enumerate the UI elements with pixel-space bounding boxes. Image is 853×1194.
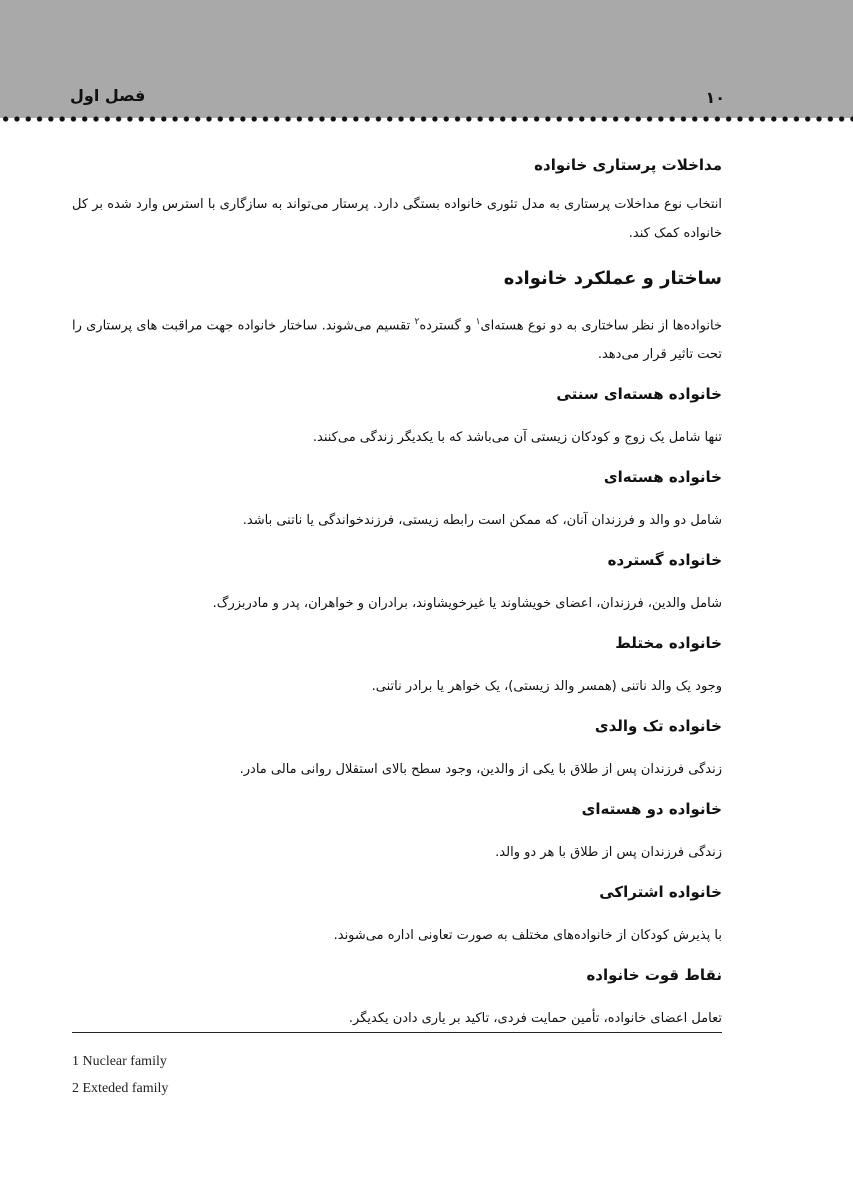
- footnote-2: 2 Exteded family: [72, 1081, 169, 1096]
- paragraph-family-strengths: تعامل اعضای خانواده، تأمین حمایت فردی، تاکید بر یاری دادن یکدیگر.: [348, 1011, 722, 1027]
- heading-family-nursing-interventions: مداخلات پرستاری خانواده: [534, 156, 722, 174]
- page-number: ۱۰: [705, 88, 725, 107]
- heading-binuclear: خانواده دو هسته‌ای: [581, 800, 722, 819]
- heading-communal: خانواده اشتراکی: [599, 883, 722, 902]
- footnote-divider: [72, 1032, 722, 1033]
- heading-family-strengths: نقاط قوت خانواده: [586, 966, 722, 985]
- paragraph-traditional-nuclear: تنها شامل یک زوج و کودکان زیستی آن می‌باشد که با یکدیگر زندگی می‌کنند.: [312, 430, 722, 446]
- paragraph-structure-part3: تقسیم می‌شوند. ساختار خانواده جهت مراقبت های پرستاری را تحت تاثیر قرار می‌دهد.: [72, 318, 722, 363]
- paragraph-structure-part1: خانواده‌ها از نظر ساختاری به دو نوع هسته‌ای: [480, 318, 722, 334]
- heading-extended: خانواده گسترده: [607, 551, 722, 570]
- main-content: [72, 150, 722, 1033]
- heading-family-structure-function: ساختار و عملکرد خانواده: [503, 268, 722, 289]
- paragraph-nuclear: شامل دو والد و فرزندان آنان، که ممکن است رابطه زیستی، فرزندخواندگی یا ناتنی باشد.: [242, 513, 722, 529]
- paragraph-structure-part2: و گسترده: [419, 318, 476, 334]
- paragraph-blended: وجود یک والد ناتنی (همسر والد زیستی)، یک خواهر یا برادر ناتنی.: [371, 679, 722, 695]
- footnote-1: 1 Nuclear family: [72, 1054, 167, 1069]
- paragraph-extended: شامل والدین، فرزندان، اعضای خویشاوند یا غیرخویشاوند، برادران و خواهران، پدر و مادربزرگ.: [212, 596, 722, 612]
- paragraph-single-parent: زندگی فرزندان پس از طلاق با یکی از والدین، وجود سطح بالای استقلال روانی مالی مادر.: [239, 762, 722, 778]
- footnote-ref-1: ۱: [475, 317, 481, 327]
- heading-traditional-nuclear: خانواده هسته‌ای سنتی: [556, 385, 722, 404]
- heading-blended: خانواده مختلط: [615, 634, 722, 653]
- footnote-ref-2: ۲: [414, 317, 420, 327]
- dotted-separator: [0, 114, 853, 124]
- paragraph-binuclear: زندگی فرزندان پس از طلاق با هر دو والد.: [495, 845, 722, 861]
- paragraph-interventions: انتخاب نوع مداخلات پرستاری به مدل تئوری خانواده بستگی دارد. پرستار می‌تواند به سازگاری با استرس وارد شده بر کل خانواده کمک کند.: [72, 197, 722, 241]
- chapter-title: فصل اول: [70, 86, 146, 105]
- page-header: [0, 0, 853, 118]
- paragraph-structure: [72, 308, 722, 369]
- paragraph-communal: با پذیرش کودکان از خانواده‌های مختلف به صورت تعاونی اداره می‌شوند.: [333, 928, 722, 944]
- heading-single-parent: خانواده تک والدی: [594, 717, 722, 736]
- heading-nuclear: خانواده هسته‌ای: [603, 468, 722, 487]
- footnotes: [72, 1048, 168, 1102]
